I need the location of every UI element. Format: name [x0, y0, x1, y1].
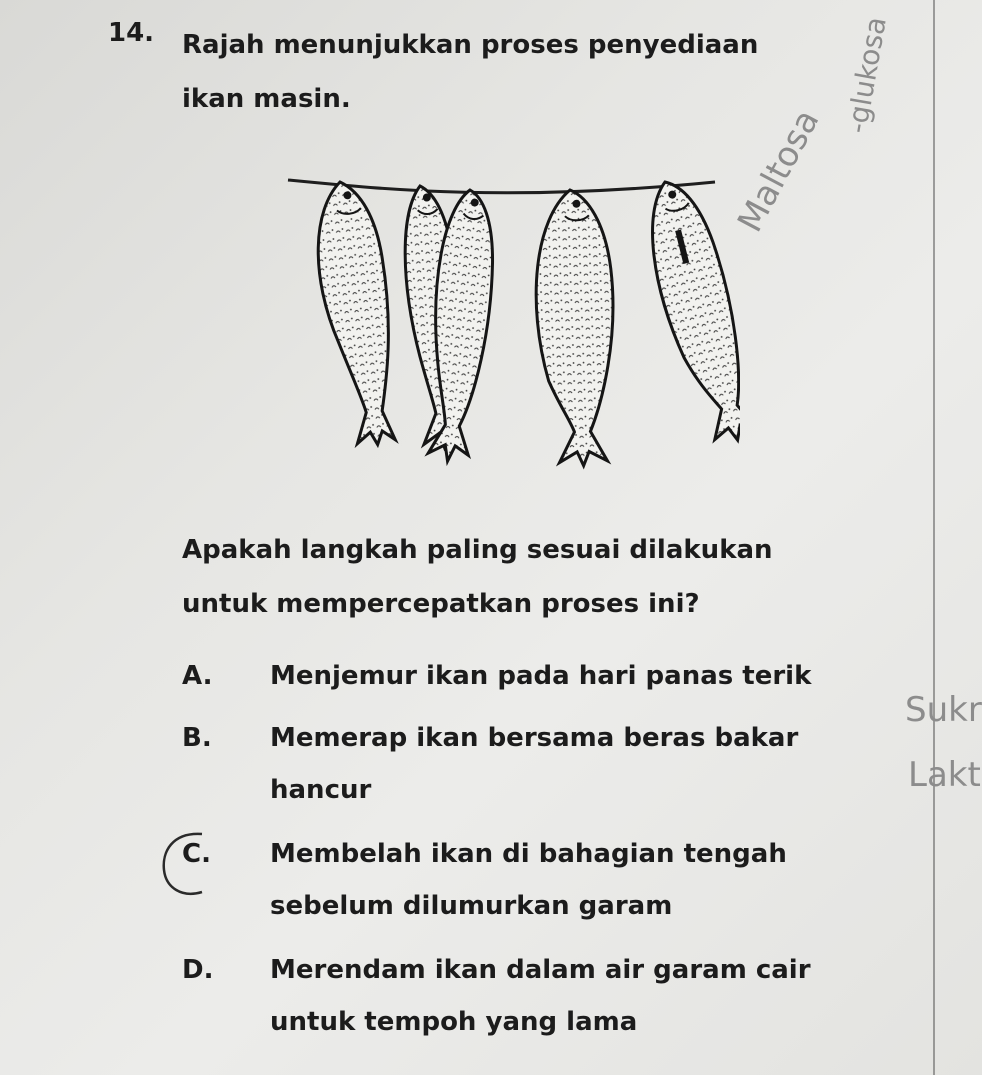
option-letter: C.: [182, 839, 211, 869]
option-letter: D.: [182, 955, 214, 985]
margin-line: [933, 0, 935, 1075]
option-text: Menjemur ikan pada hari panas terik: [270, 661, 812, 691]
question-prompt: Apakah langkah paling sesuai dilakukan untuk mempercepatkan proses ini?: [182, 535, 773, 619]
question-number: 14.: [108, 18, 155, 48]
handwritten-note: Lakt: [908, 755, 981, 795]
option-text: Merendam ikan dalam air garam cair untuk tempoh yang lama: [270, 955, 811, 1037]
fish-icon: [532, 189, 618, 468]
handwritten-note: -glukosa: [840, 14, 893, 136]
question-stem: Rajah menunjukkan proses penyediaan ikan masin.: [182, 30, 759, 114]
handwritten-note: Sukr: [905, 690, 982, 730]
fish-icon: [635, 174, 740, 450]
option-text: Memerap ikan bersama beras bakar hancur: [270, 723, 799, 805]
salted-fish-figure: [270, 160, 740, 490]
option-letter: B.: [182, 723, 212, 753]
option-text: Membelah ikan di bahagian tengah sebelum dilumurkan garam: [270, 839, 787, 921]
option-letter: A.: [182, 661, 213, 691]
handwritten-note: Maltosa: [730, 103, 828, 239]
fish-icon: [310, 178, 402, 448]
